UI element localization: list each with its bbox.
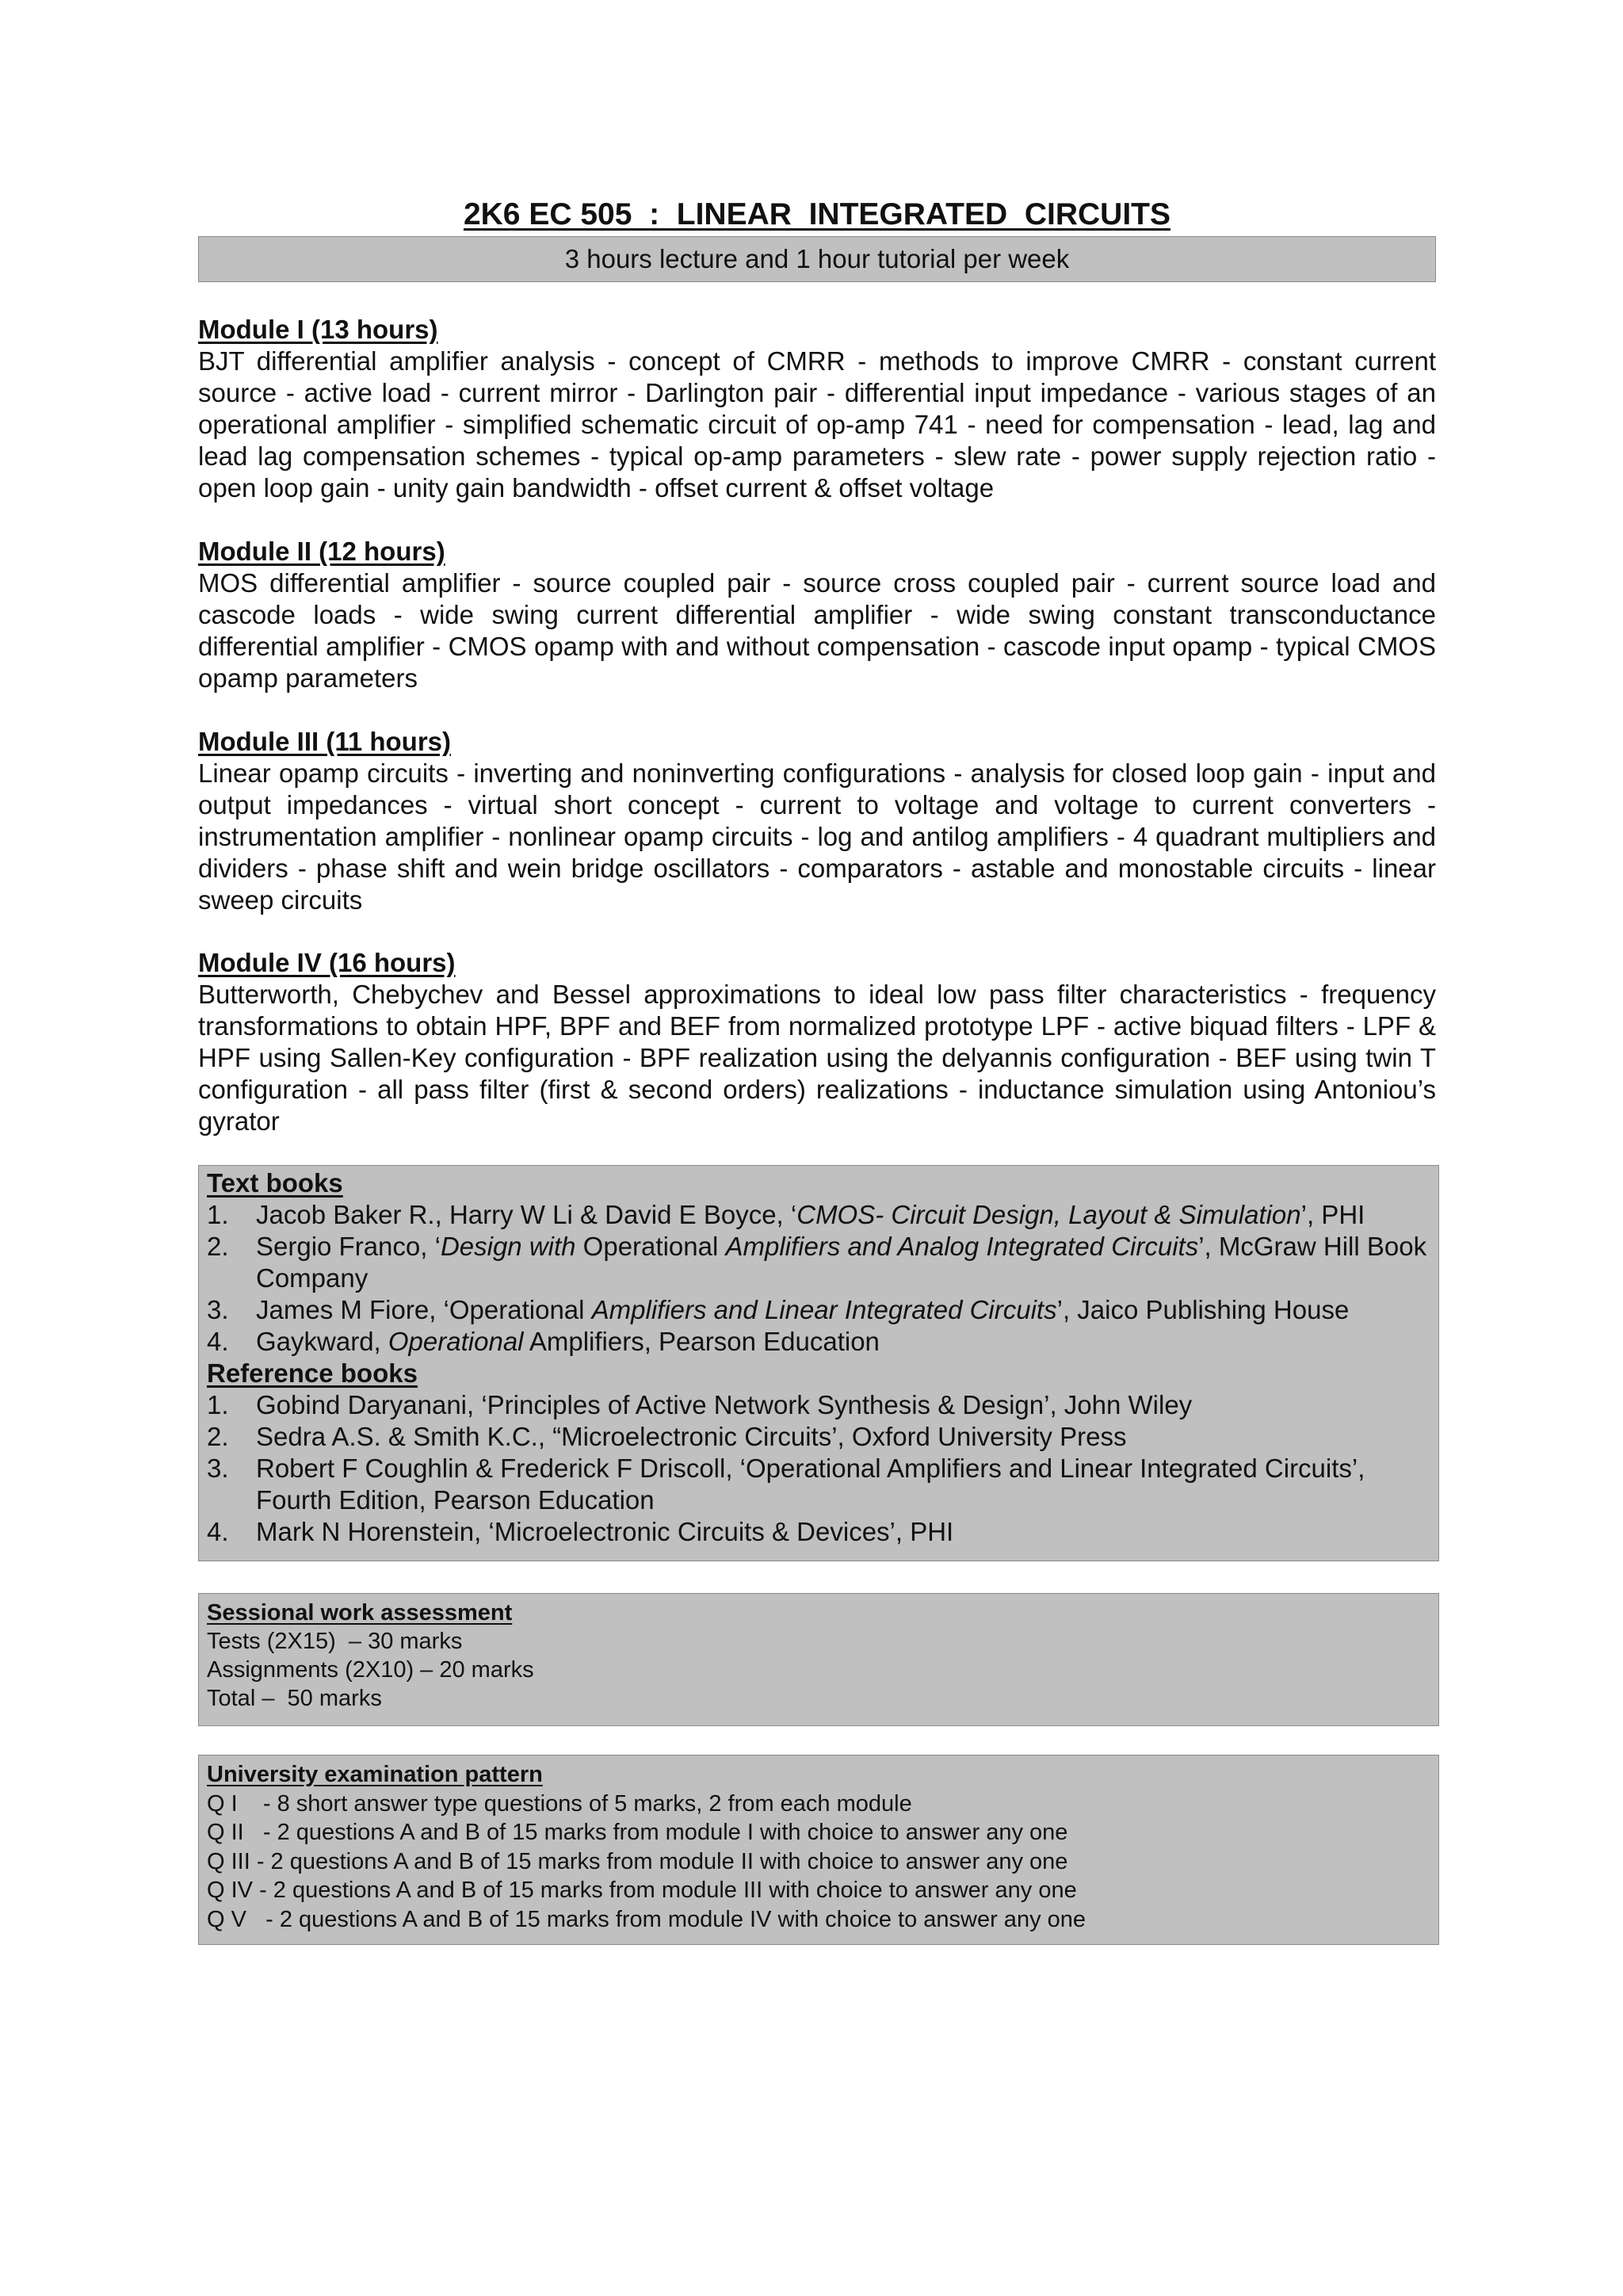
module-heading: Module III (11 hours) xyxy=(198,727,452,756)
module-2 xyxy=(198,536,1436,694)
exam-heading: University examination pattern xyxy=(207,1762,543,1787)
module-1 xyxy=(198,314,1436,504)
exam-line: Q II - 2 questions A and B of 15 marks from module I with choice to answer any one xyxy=(207,1820,1068,1845)
sessional-heading: Sessional work assessment xyxy=(207,1600,513,1626)
page-title: 2K6 EC 505 : LINEAR INTEGRATED CIRCUITS xyxy=(463,197,1171,231)
books-panel xyxy=(198,1165,1439,1561)
list-item: 2. Sergio Franco, ‘Design with Operational Amplifiers and Analog Integrated Circuits’, McGraw Hill Book Company xyxy=(207,1232,1427,1293)
module-body: MOS differential amplifier - source coupled pair - source cross coupled pair - current source load and cascode loads - wide swing current differential amplifier - wide swing constant transconductance differential amplifier - CMOS opamp with and without compensation - cascode input opamp - typical CMOS opamp parameters xyxy=(198,568,1436,693)
module-body: Linear opamp circuits - inverting and noninverting configurations - analysis for closed loop gain - input and output impedances - virtual short concept - current to voltage and voltage to current converters - instrumentation amplifier - nonlinear opamp circuits - log and antilog amplifiers - 4 quadrant multipliers and dividers - phase shift and wein bridge oscillators - comparators - astable and monostable circuits - linear sweep circuits xyxy=(198,758,1436,915)
hours-banner: 3 hours lecture and 1 hour tutorial per week xyxy=(198,236,1436,282)
assessment-line: Tests (2X15) – 30 marks xyxy=(207,1629,463,1654)
exam-line: Q IV - 2 questions A and B of 15 marks from module III with choice to answer any one xyxy=(207,1878,1077,1903)
module-heading: Module IV (16 hours) xyxy=(198,948,456,977)
text-books-list xyxy=(207,1199,1434,1358)
module-heading: Module II (12 hours) xyxy=(198,537,445,566)
sessional-assessment-panel xyxy=(198,1593,1439,1726)
list-item: 1. Gobind Daryanani, ‘Principles of Active Network Synthesis & Design’, John Wiley xyxy=(207,1390,1193,1419)
list-item: 3. James M Fiore, ‘Operational Amplifiers and Linear Integrated Circuits’, Jaico Publishing House xyxy=(207,1295,1350,1324)
module-body: BJT differential amplifier analysis - concept of CMRR - methods to improve CMRR - constant current source - active load - current mirror - Darlington pair - differential input impedance - various stages of an operational amplifier - simplified schematic circuit of op-amp 741 - need for compensation - lead, lag and lead lag compensation schemes - typical op-amp parameters - slew rate - power supply rejection ratio - open loop gain - unity gain bandwidth - offset current & offset voltage xyxy=(198,346,1436,502)
reference-books-heading: Reference books xyxy=(207,1358,418,1388)
list-item: 4. Gaykward, Operational Amplifiers, Pearson Education xyxy=(207,1327,880,1356)
assessment-line: Assignments (2X10) – 20 marks xyxy=(207,1657,534,1683)
module-body: Butterworth, Chebychev and Bessel approximations to ideal low pass filter characteristics - frequency transformations to obtain HPF, BPF and BEF from normalized prototype LPF - active biquad filters - LPF & HPF using Sallen-Key configuration - BPF realization using the delyannis configuration - BEF using twin T configuration - all pass filter (first & second orders) realizations - inductance simulation using Antoniou’s gyrator xyxy=(198,980,1436,1136)
text-books-heading: Text books xyxy=(207,1168,343,1198)
module-heading: Module I (13 hours) xyxy=(198,315,438,344)
exam-line: Q I - 8 short answer type questions of 5 marks, 2 from each module xyxy=(207,1790,912,1817)
list-item: 4. Mark N Horenstein, ‘Microelectronic Circuits & Devices’, PHI xyxy=(207,1517,954,1546)
exam-line: Q III - 2 questions A and B of 15 marks from module II with choice to answer any one xyxy=(207,1848,1068,1874)
assessment-line: Total – 50 marks xyxy=(207,1686,382,1711)
list-item: 3. Robert F Coughlin & Frederick F Driscoll, ‘Operational Amplifiers and Linear Integrated Circuits’, Fourth Edition, Pearson Education xyxy=(207,1454,1365,1515)
module-4 xyxy=(198,947,1436,1137)
exam-line: Q V - 2 questions A and B of 15 marks from module IV with choice to answer any one xyxy=(207,1906,1086,1932)
list-item: 1. Jacob Baker R., Harry W Li & David E Boyce, ‘CMOS- Circuit Design, Layout & Simulation’, PHI xyxy=(207,1200,1365,1229)
module-3 xyxy=(198,726,1436,916)
exam-pattern-panel xyxy=(198,1755,1439,1945)
reference-books-list xyxy=(207,1389,1434,1548)
list-item: 2. Sedra A.S. & Smith K.C., “Microelectronic Circuits’, Oxford University Press xyxy=(207,1422,1127,1451)
